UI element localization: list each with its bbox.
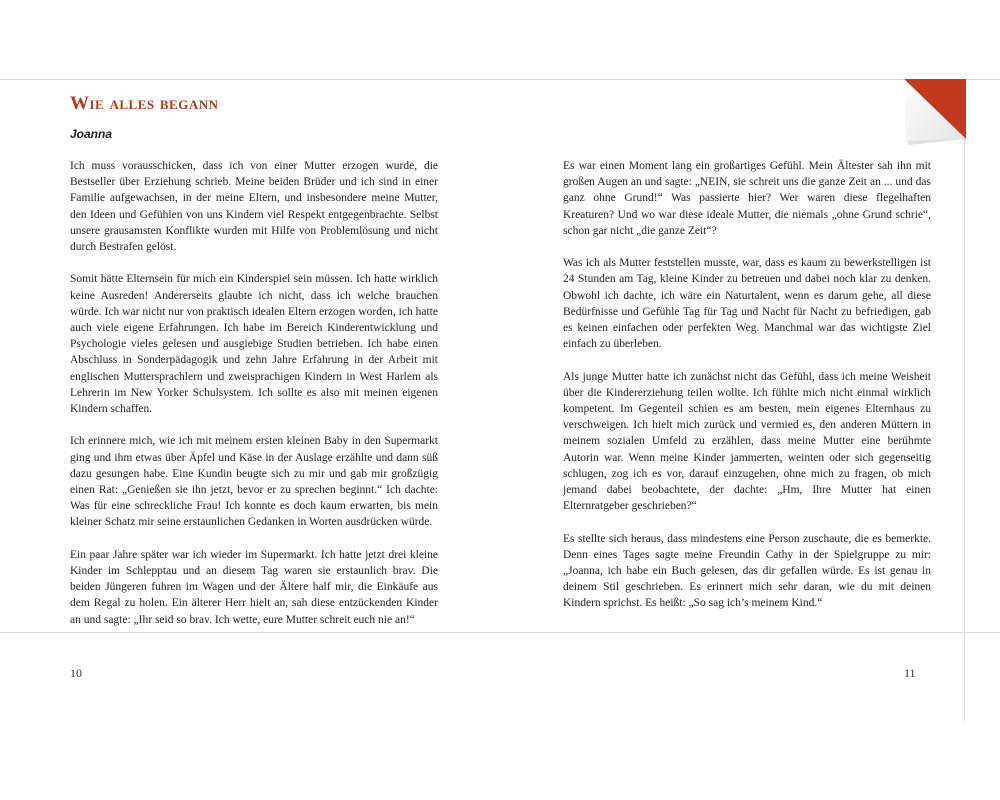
page-corner-icon [900, 79, 968, 151]
chapter-title: Wie alles begann [70, 93, 219, 114]
paragraph: Somit hätte Elternsein für mich ein Kinderspiel sein müssen. Ich hatte wirklich keine Ausreden! Andererseits glaubte ich nicht, dass ich welche brauchen würde. Ich war nicht nur von praktisch idealen Eltern erzogen worden, ich hatte auch viele eigene Erfahrungen. Ich habe im Bereich Kinderentwicklung und Psychologie vieles gelesen und ausgiebige Studien betrieben. Ich habe einen Abschluss in Sonderpädagogik und zehn Jahre Erfahrung in der Arbeit mit englischen Muttersprachlern und zweisprachigen Kindern in West Harlem als Lehrerin im New Yorker Schulsystem. Ich sollte es also mit meinen eigenen Kindern schaffen. [70, 273, 438, 416]
paragraph: Es stellte sich heraus, dass mindestens eine Person zuschaute, die es bemerkte. Denn eines Tages sagte meine Freundin Cathy in der Spielgruppe zu mir: „Joanna, ich habe ein Buch gelesen, das dir gefallen würde. Es ist genau in deinem Stil geschrieben. Es erinnert mich sehr daran, wie du mit deinen Kindern sprichst. Es heißt: „So sag ich’s meinem Kind.“ [563, 532, 931, 610]
paragraph: Ein paar Jahre später war ich wieder im Supermarkt. Ich hatte jetzt drei kleine Kinder im Schlepptau und an diesem Tag waren sie erstaunlich brav. Die beiden Jüngeren fuhren im Wagen und der Ältere half mir, die Einkäufe aus dem Regal zu holen. Ein älterer Herr hielt an, sah diese entzückenden Kinder an und sagte: „Ihr seid so brav. Ich wette, eure Mutter schreit euch nie an!“ [70, 548, 438, 626]
right-column [563, 158, 931, 628]
author-name: Joanna [70, 127, 113, 141]
paragraph: Ich muss vorausschicken, dass ich von einer Mutter erzogen wurde, die Bestseller über Erziehung schrieb. Meine beiden Brüder und ich sind in einer Familie aufgewachsen, in der meine Eltern, und insbesondere meine Mutter, den Ideen und Gefühlen von uns Kindern viel Respekt entgegenbrachte. Selbst unsere grausamsten Konflikte wurden mit Hilfe von Problemlösung und nicht durch Bestrafen gelöst. [70, 160, 438, 254]
left-column [70, 158, 438, 644]
page-number-right: 11 [904, 666, 916, 680]
paragraph: Ich erinnere mich, wie ich mit meinem ersten kleinen Baby in den Supermarkt ging und ihm etwas über Äpfel und Käse in der Auslage erzählte und dann süß dazu gesungen habe. Eine Kundin beugte sich zu mir und gab mir großzügig einen Rat: „Genießen sie ihn jetzt, bevor er zu sprechen beginnt.“ Ich dachte: Was für eine schreckliche Frau! Ich konnte es doch kaum erwarten, bis mein kleiner Schatz mir seine erstaunlichen Gedanken in Worten ausdrücken würde. [70, 435, 438, 529]
paragraph: Als junge Mutter hatte ich zunächst nicht das Gefühl, dass ich meine Weisheit über die Kindererziehung teilen wollte. Ich fühlte mich nicht einmal wirklich kompetent. Im Gegenteil schien es am besten, mein eigenes Elternhaus zu verschweigen. Ich hielt mich zurück und vermied es, den anderen Müttern in meinem sozialen Umfeld zu erzählen, dass meine Mutter eine berühmte Autorin war. Wenn meine Kinder jammerten, weinten oder sich gegenseitig schlugen, zog ich es vor, darauf einzugehen, ohne mich zu fragen, ob mich jemand dabei beobachtete, der dachte: „Hm, Ihre Mutter hat einen Elternratgeber geschrieben?“ [563, 370, 931, 513]
page-number-left: 10 [70, 666, 82, 680]
paragraph: Was ich als Mutter feststellen musste, war, dass es kaum zu bewerkstelligen ist 24 Stunden am Tag, kleine Kinder zu betreuen und dabei noch klar zu denken. Obwohl ich dachte, ich wäre ein Naturtalent, wenn es darum gehe, all diese Bedürfnisse und Gefühle Tag für Tag und Nacht für Nacht zu befriedigen, gab es keinen einfachen oder perfekten Weg. Manchmal war das wichtigste Ziel einfach zu überleben. [563, 257, 931, 351]
paragraph: Es war einen Moment lang ein großartiges Gefühl. Mein Ältester sah ihn mit großen Augen an und sagte: „NEIN, sie schreit uns die ganze Zeit an ... und das ganz ohne Grund!“ Was passierte hier? Wer waren diese flegelhaften Kreaturen? Und wo war diese ideale Mutter, die niemals „ohne Grund schrie“, schon gar nicht „die ganze Zeit“? [563, 160, 931, 237]
page-edge-line [964, 79, 965, 721]
top-rule [0, 79, 1000, 80]
